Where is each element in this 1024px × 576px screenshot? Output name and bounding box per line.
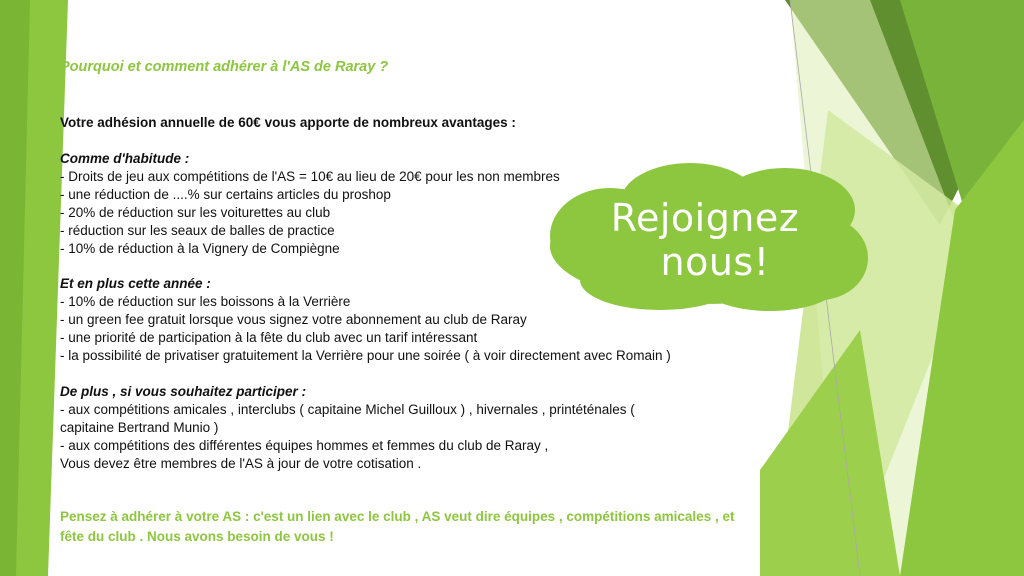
- section-heading: De plus , si vous souhaitez participer :: [60, 384, 307, 399]
- section-heading: Et en plus cette année :: [60, 276, 211, 291]
- list-item: capitaine Bertrand Munio ): [60, 420, 219, 435]
- section-heading: Comme d'habitude :: [60, 151, 190, 166]
- intro-text: Votre adhésion annuelle de 60€ vous apporte de nombreux avantages :: [60, 115, 516, 130]
- cloud-line-2: nous!: [660, 240, 770, 284]
- page-title: Pourquoi et comment adhérer à l'AS de Raray ?: [60, 59, 389, 75]
- section-cette-annee: [60, 275, 760, 365]
- list-item: - une réduction de ....% sur certains articles du proshop: [60, 187, 391, 202]
- list-item: - la possibilité de privatiser gratuitement la Verrière pour une soirée ( à voir directement avec Romain ): [60, 348, 671, 363]
- list-item: - 10% de réduction sur les boissons à la Verrière: [60, 294, 351, 309]
- list-item: - un green fee gratuit lorsque vous signez votre abonnement au club de Raray: [60, 312, 527, 327]
- list-item: - une priorité de participation à la fête du club avec un tarif intéressant: [60, 330, 478, 345]
- list-item: - aux compétitions des différentes équipes hommes et femmes du club de Raray ,: [60, 438, 549, 453]
- list-item: - réduction sur les seaux de balles de practice: [60, 223, 335, 238]
- list-item: - aux compétitions amicales , interclubs ( capitaine Michel Guilloux ) , hivernales , printéténales (: [60, 402, 635, 417]
- footer-text: Pensez à adhérer à votre AS : c'est un lien avec le club , AS veut dire équipes , compétitions amicales , et fête du club . Nous avons besoin de vous !: [60, 509, 735, 544]
- list-item: - 20% de réduction sur les voiturettes au club: [60, 205, 331, 220]
- section-habitude: [60, 150, 760, 258]
- section-participer: [60, 383, 760, 473]
- list-item: - 10% de réduction à la Vignery de Compiègne: [60, 241, 340, 256]
- list-item: - Droits de jeu aux compétitions de l'AS = 10€ au lieu de 20€ pour les non membres: [60, 169, 560, 184]
- list-item: Vous devez être membres de l'AS à jour de votre cotisation .: [60, 456, 422, 471]
- cloud-line-1: Rejoignez: [610, 196, 800, 240]
